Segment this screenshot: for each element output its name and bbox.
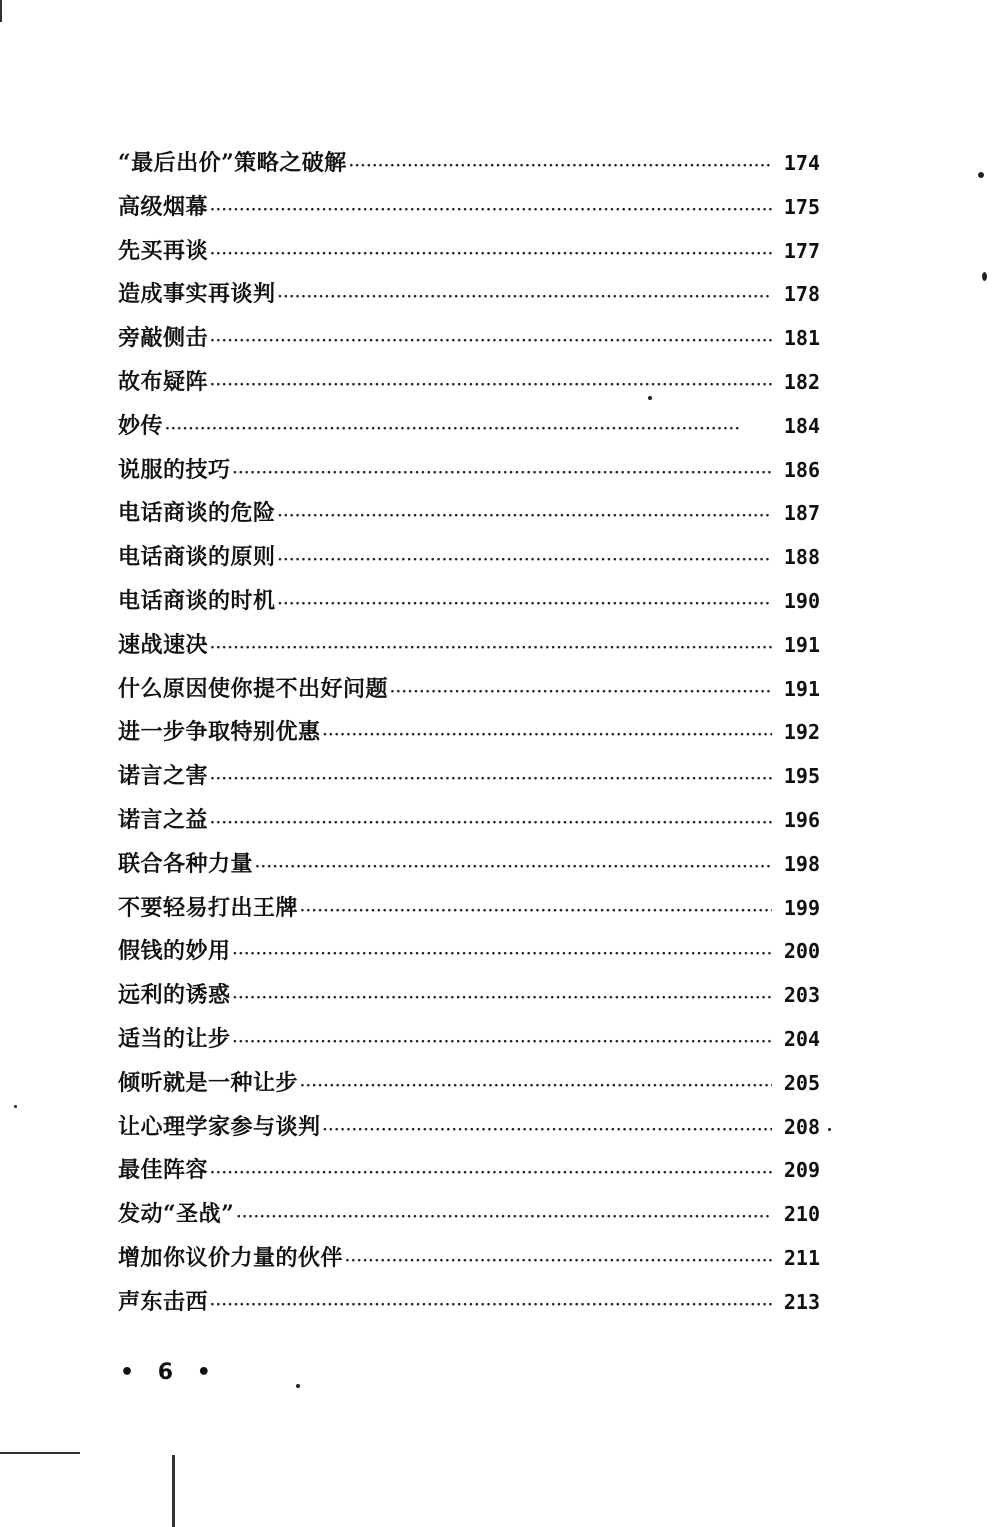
toc-leader-dots [165, 408, 772, 452]
toc-entry[interactable] [118, 1062, 820, 1106]
toc-entry-title: 最佳阵容 [118, 1157, 209, 1184]
toc-entry[interactable] [118, 142, 820, 186]
toc-entry-title: 联合各种力量 [118, 850, 254, 877]
toc-leader-dots [278, 583, 772, 627]
toc-entry-page: 211 [783, 1245, 820, 1270]
toc-entry-title: 诺言之益 [118, 806, 209, 833]
toc-entry-page: 174 [783, 151, 820, 175]
toc-leader-dots [236, 1196, 772, 1240]
toc-leader-dots [323, 714, 772, 758]
toc-entry-page: 186 [783, 457, 820, 482]
toc-entry-title: 远利的诱惑 [118, 982, 231, 1009]
toc-entry[interactable] [118, 624, 820, 668]
toc-entry-title: 增加你议价力量的伙伴 [118, 1244, 344, 1271]
toc-entry-title: 什么原因使你提不出好问题 [118, 675, 389, 702]
toc-leader-dots [210, 233, 772, 277]
toc-entry[interactable] [118, 974, 820, 1018]
toc-entry-page: 191 [783, 632, 820, 657]
toc-entry-page: 210 [783, 1202, 820, 1227]
toc-leader-dots [278, 539, 772, 583]
toc-entry-title: 诺言之害 [118, 763, 209, 790]
toc-entry-title: 高级烟幕 [118, 193, 209, 220]
toc-entry[interactable] [118, 1193, 820, 1237]
toc-entry-page: 213 [783, 1289, 820, 1314]
toc-entry-title: 让心理学家参与谈判 [118, 1113, 321, 1140]
toc-entry-page: 195 [783, 764, 820, 789]
toc-entry-page: 182 [783, 369, 820, 394]
toc-entry[interactable] [118, 1106, 820, 1150]
toc-entry-page: 196 [783, 807, 820, 832]
toc-entry-title: 旁敲侧击 [118, 325, 209, 352]
toc-entry-page: 192 [783, 720, 820, 745]
toc-entry-page: 175 [783, 194, 820, 219]
table-of-contents [118, 142, 820, 1325]
toc-entry-title: 电话商谈的原则 [118, 544, 276, 571]
scan-speck [978, 172, 984, 178]
toc-leader-dots [300, 890, 772, 934]
toc-entry-title: 电话商谈的危险 [118, 500, 276, 527]
toc-entry[interactable] [118, 449, 820, 493]
toc-entry[interactable] [118, 843, 820, 887]
toc-entry-title: 发动“圣战” [118, 1201, 235, 1228]
toc-entry[interactable] [118, 1018, 820, 1062]
toc-leader-dots [278, 276, 772, 320]
toc-entry-title: 说服的技巧 [118, 456, 231, 483]
toc-leader-dots [323, 1109, 772, 1153]
toc-entry[interactable] [118, 711, 820, 755]
toc-entry-title: 先买再谈 [118, 237, 209, 264]
toc-entry-title: 倾听就是一种让步 [118, 1069, 299, 1096]
toc-entry-page: 198 [783, 851, 820, 876]
toc-entry-page: 181 [783, 326, 820, 351]
toc-leader-dots [345, 1240, 772, 1284]
toc-leader-dots [210, 320, 772, 364]
toc-entry-page: 200 [783, 939, 820, 964]
toc-leader-dots [210, 758, 772, 802]
toc-entry-title: 造成事实再谈判 [118, 281, 276, 308]
scan-speck [982, 272, 987, 281]
toc-leader-dots [300, 1065, 772, 1109]
toc-entry-page: 184 [783, 413, 820, 438]
toc-entry-page: 199 [783, 895, 820, 920]
toc-entry[interactable] [118, 1237, 820, 1281]
toc-leader-dots [233, 1021, 772, 1065]
page-number: • 6 • [120, 1360, 219, 1385]
toc-leader-dots [210, 189, 772, 233]
toc-entry[interactable] [118, 930, 820, 974]
toc-leader-dots [210, 364, 772, 408]
toc-entry-page: 187 [783, 501, 820, 526]
scan-speck [296, 1384, 300, 1388]
toc-leader-dots [210, 802, 772, 846]
toc-leader-dots [210, 627, 772, 671]
toc-entry-page: 205 [783, 1070, 820, 1095]
toc-entry-page: 204 [783, 1026, 820, 1051]
toc-entry-title: 假钱的妙用 [118, 938, 231, 965]
toc-entry-title: “最后出价”策略之破解 [118, 150, 347, 176]
scan-speck [648, 396, 652, 400]
toc-entry[interactable] [118, 1281, 820, 1325]
toc-entry[interactable] [118, 755, 820, 799]
toc-entry-title: 电话商谈的时机 [118, 587, 276, 614]
toc-entry[interactable] [118, 1149, 820, 1193]
scan-edge-mark [172, 1455, 175, 1527]
toc-entry[interactable] [118, 405, 820, 449]
toc-entry-title: 速战速决 [118, 631, 209, 658]
toc-leader-dots [233, 933, 772, 977]
scan-edge-mark [0, 0, 2, 22]
toc-leader-dots [349, 145, 772, 189]
toc-entry-page: 177 [783, 238, 820, 263]
scan-edge-mark [0, 1452, 80, 1454]
toc-entry[interactable] [118, 186, 820, 230]
scan-speck [828, 1128, 831, 1131]
toc-entry[interactable] [118, 536, 820, 580]
toc-entry-page: 188 [783, 545, 820, 570]
toc-leader-dots [210, 1152, 772, 1196]
toc-entry-page: 209 [783, 1158, 820, 1183]
toc-entry[interactable] [118, 799, 820, 843]
scan-speck [14, 1105, 17, 1108]
toc-entry-title: 进一步争取特别优惠 [118, 719, 321, 746]
toc-leader-dots [278, 495, 772, 539]
toc-entry-title: 不要轻易打出王牌 [118, 894, 299, 921]
toc-entry-title: 声东击西 [118, 1288, 209, 1315]
toc-entry-title: 适当的让步 [118, 1025, 231, 1052]
toc-entry-page: 190 [783, 588, 820, 613]
toc-entry-page: 203 [783, 983, 820, 1008]
toc-entry[interactable] [118, 361, 820, 405]
toc-entry[interactable] [118, 230, 820, 274]
toc-entry[interactable] [118, 668, 820, 712]
toc-leader-dots [210, 1284, 772, 1328]
toc-entry-title: 妙传 [118, 412, 164, 439]
toc-leader-dots [233, 452, 772, 496]
toc-entry[interactable] [118, 887, 820, 931]
toc-entry-page: 191 [783, 676, 820, 701]
toc-leader-dots [255, 846, 772, 890]
toc-entry-title: 故布疑阵 [118, 368, 209, 395]
toc-leader-dots [390, 671, 772, 715]
toc-entry-page: 208 [783, 1114, 820, 1139]
toc-entry[interactable] [118, 317, 820, 361]
toc-entry[interactable] [118, 273, 820, 317]
toc-entry[interactable] [118, 580, 820, 624]
toc-entry-page: 178 [783, 282, 820, 307]
toc-leader-dots [233, 977, 772, 1021]
toc-entry[interactable] [118, 492, 820, 536]
